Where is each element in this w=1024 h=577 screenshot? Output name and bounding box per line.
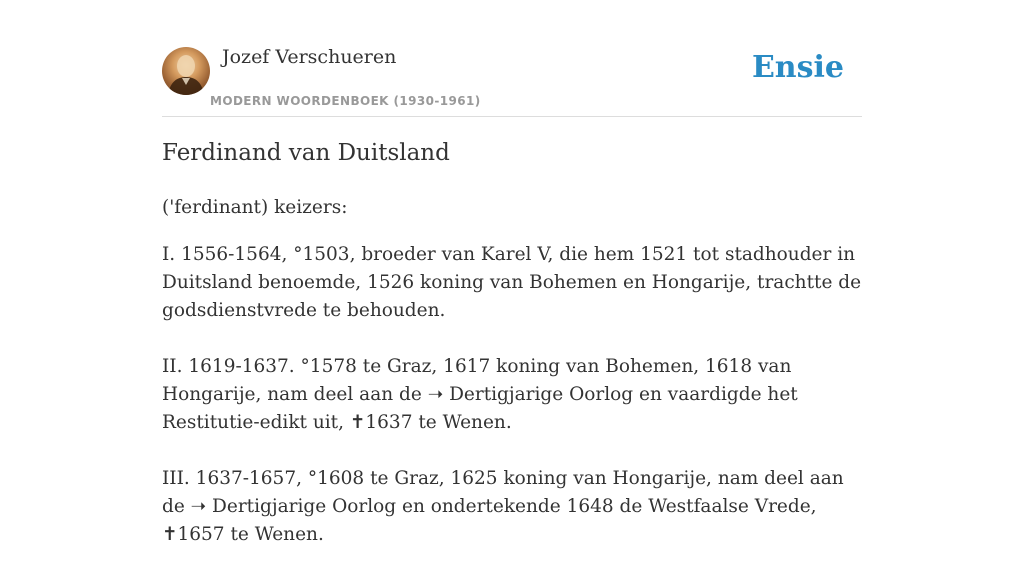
portrait-icon xyxy=(162,47,210,95)
pronunciation: ('ferdinant) keizers: xyxy=(162,197,348,218)
author-avatar[interactable] xyxy=(162,47,210,95)
entry-3 xyxy=(162,465,872,549)
dertigjarige-oorlog-link[interactable]: ➝ Dertigjarige Oorlog xyxy=(427,384,634,405)
entry-2-text-after: en vaardigde het Restitutie-edikt uit, ✝1637 te Wenen. xyxy=(162,384,798,433)
author-name[interactable]: Jozef Verschueren xyxy=(222,46,397,68)
entry-1-text: I. 1556-1564, °1503, broeder van Karel V, die hem 1521 tot stadhouder in Duitsland benoemde, 1526 koning van Bohemen en Hongarije, trachtte de godsdienstvrede te behouden. xyxy=(162,244,862,321)
page-title: Ferdinand van Duitsland xyxy=(162,140,450,166)
article-body xyxy=(162,194,872,577)
entry-3-text-before: III. 1637-1657, °1608 te Graz, 1625 koning van Hongarije, nam deel aan de xyxy=(162,468,844,517)
ensie-logo[interactable]: Ensie xyxy=(751,50,844,85)
entry-2 xyxy=(162,353,872,437)
entry-2-text-before: II. 1619-1637. °1578 te Graz, 1617 koning van Bohemen, 1618 van Hongarije, nam deel aan de xyxy=(162,356,792,405)
source-label: MODERN WOORDENBOEK (1930-1961) xyxy=(210,94,481,108)
entry-1 xyxy=(162,241,872,325)
dertigjarige-oorlog-link[interactable]: ➝ Dertigjarige Oorlog xyxy=(190,496,397,517)
entry-3-text-after: en ondertekende 1648 de Westfaalse Vrede, ✝1657 te Wenen. xyxy=(162,496,817,545)
header xyxy=(162,44,862,117)
